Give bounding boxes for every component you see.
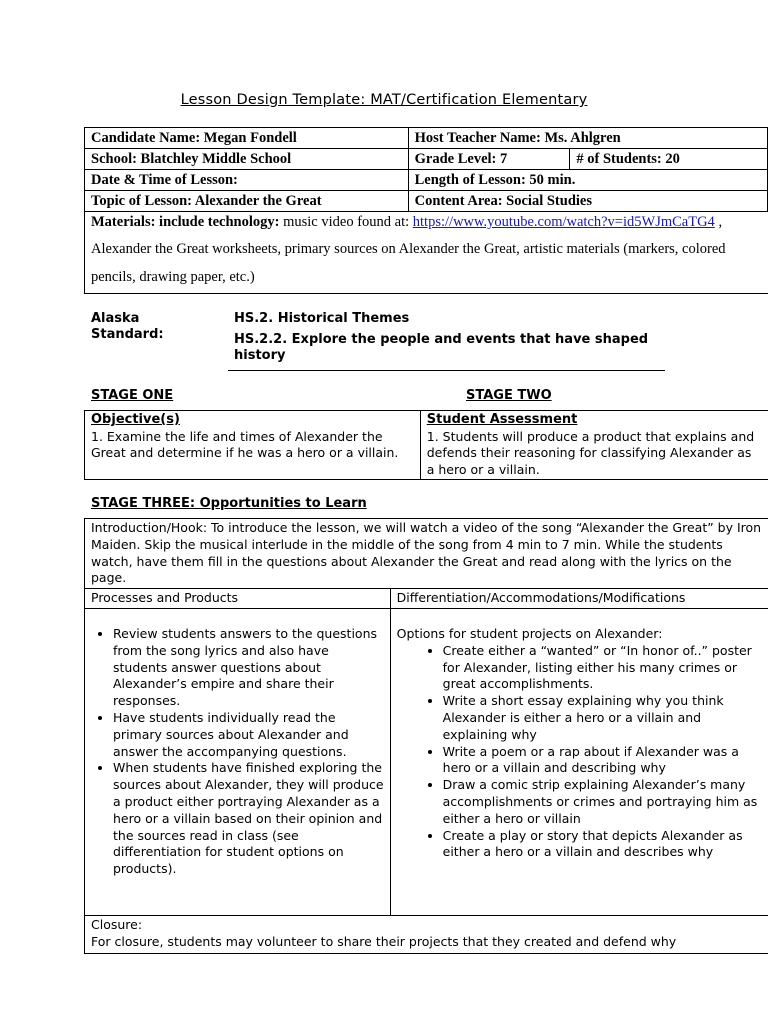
differentiation-option: • Write a short essay explaining why you think Alexander is either a hero or a villain and explaining why bbox=[443, 693, 762, 743]
processes-header: Processes and Products bbox=[85, 589, 391, 609]
document-title: Lesson Design Template: MAT/Certification Elementary bbox=[180, 92, 588, 108]
content-area: Content Area: Social Studies bbox=[408, 191, 767, 212]
length-of-lesson: Length of Lesson: 50 min. bbox=[408, 170, 767, 191]
process-item: • Have students individually read the primary sources about Alexander and answer the accompanying questions. bbox=[113, 710, 384, 760]
school-name: School: Blatchley Middle School bbox=[85, 149, 409, 170]
processes-cell bbox=[85, 608, 391, 915]
topic-of-lesson: Topic of Lesson: Alexander the Great bbox=[85, 191, 409, 212]
process-item: • When students have finished exploring the sources about Alexander, they will produce a product either portraying Alexander as a hero or a villain based on their opinion and the sources read in class (see differentiation for student options on products). bbox=[113, 760, 384, 878]
materials-label: Materials: include technology: bbox=[91, 214, 280, 230]
materials-after-link: , bbox=[714, 214, 723, 230]
differentiation-intro: Options for student projects on Alexander: bbox=[396, 625, 663, 641]
stage-one-heading: STAGE ONE bbox=[91, 388, 174, 403]
learning-table bbox=[84, 518, 768, 954]
assessment-header: Student Assessment bbox=[426, 412, 578, 427]
standard-title: HS.2. Historical Themes bbox=[234, 311, 410, 326]
objectives-text: 1. Examine the life and times of Alexander the Great and determine if he was a hero or a villain. bbox=[91, 428, 399, 460]
process-item: • Review students answers to the questions from the song lyrics and also have students answer questions about Alexander’s empire and share their responses. bbox=[113, 626, 384, 710]
assessment-cell bbox=[420, 411, 768, 480]
materials-text: music video found at: bbox=[279, 214, 413, 230]
objectives-assessment-table bbox=[84, 410, 768, 480]
differentiation-option: • Create a play or story that depicts Alexander as either a hero or a villain and describes why bbox=[443, 828, 762, 862]
objectives-header: Objective(s) bbox=[91, 412, 180, 427]
differentiation-option: • Draw a comic strip explaining Alexander’s many accomplishments or crimes and portraying him as either a hero or villain bbox=[443, 777, 762, 827]
materials-cell bbox=[85, 212, 768, 294]
alaska-standard-label: Alaska Standard: bbox=[91, 311, 164, 342]
host-teacher-name: Host Teacher Name: Ms. Ahlgren bbox=[408, 128, 767, 149]
closure-label: Closure: bbox=[91, 916, 143, 932]
closure-cell bbox=[85, 915, 768, 953]
grade-level: Grade Level: 7 bbox=[408, 149, 570, 170]
lesson-info-table bbox=[84, 127, 768, 294]
date-time-of-lesson: Date & Time of Lesson: bbox=[85, 170, 409, 191]
differentiation-option: • Create either a “wanted” or “In honor of..” poster for Alexander, listing either his many crimes or great accomplishments. bbox=[443, 643, 762, 693]
standard-divider bbox=[228, 370, 665, 371]
stage-three-heading: STAGE THREE: Opportunities to Learn bbox=[91, 496, 367, 511]
standard-description: HS.2.2. Explore the people and events that have shaped history bbox=[234, 332, 649, 363]
differentiation-header: Differentiation/Accommodations/Modifications bbox=[390, 589, 768, 609]
materials-list: Alexander the Great worksheets, primary sources on Alexander the Great, artistic materials (markers, colored pencils, drawing paper, etc.) bbox=[91, 241, 726, 285]
introduction-hook: Introduction/Hook: To introduce the lesson, we will watch a video of the song “Alexander the Great” by Iron Maiden. Skip the musical interlude in the middle of the song from 4 min to 7 min. While the students watch, have them fill in the questions about Alexander the Great and read along with the lyrics on the page. bbox=[85, 519, 768, 589]
materials-video-link[interactable]: https://www.youtube.com/watch?v=id5WJmCaTG4 bbox=[412, 214, 715, 230]
number-of-students: # of Students: 20 bbox=[570, 149, 768, 170]
assessment-text: 1. Students will produce a product that explains and defends their reasoning for classifying Alexander as a hero or a villain. bbox=[426, 428, 755, 477]
objectives-cell bbox=[85, 411, 421, 480]
closure-text: For closure, students may volunteer to share their projects that they created and defend why bbox=[91, 933, 677, 949]
stage-two-heading: STAGE TWO bbox=[466, 388, 552, 403]
differentiation-option: • Write a poem or a rap about if Alexander was a hero or a villain and describing why bbox=[443, 744, 762, 778]
differentiation-cell bbox=[390, 608, 768, 915]
candidate-name: Candidate Name: Megan Fondell bbox=[85, 128, 409, 149]
